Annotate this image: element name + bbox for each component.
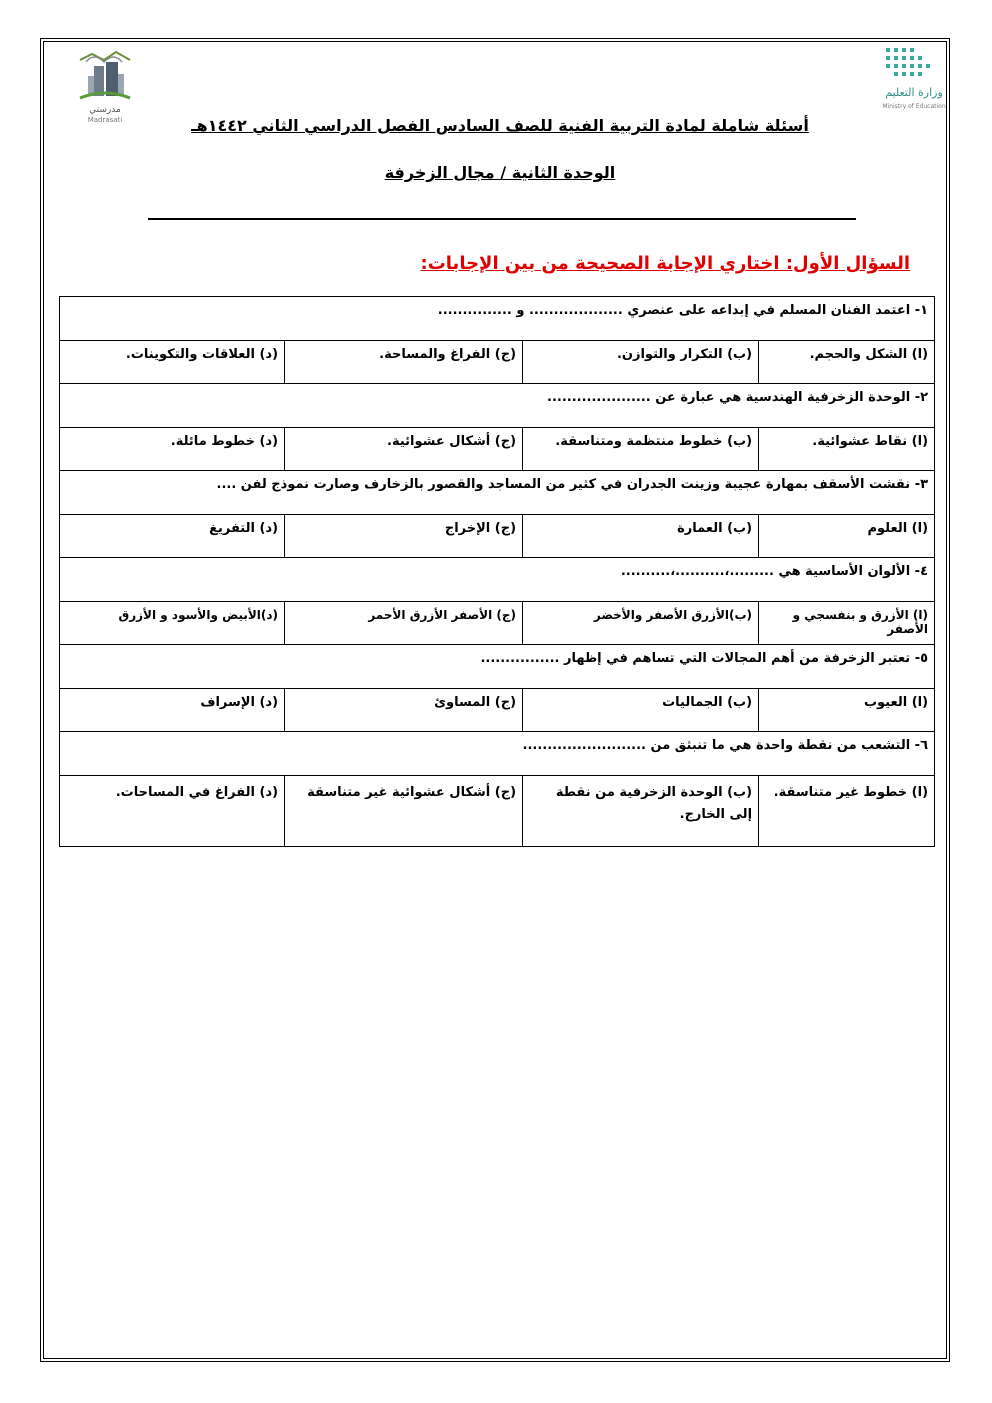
option-c[interactable]: (ج) أشكال عشوائية. xyxy=(285,428,523,471)
question-text: ١- اعتمد الفنان المسلم في إبداعه على عنصري ................... و ............... xyxy=(60,297,935,341)
option-b[interactable]: (ب)الأزرق الأصفر والأخضر xyxy=(523,602,759,645)
question-row xyxy=(60,384,935,428)
question-text: ٦- التشعب من نقطة واحدة هي ما تنبثق من ......................... xyxy=(60,732,935,776)
option-a[interactable]: (ا) العلوم xyxy=(759,515,935,558)
logo-right-sub: Ministry of Education xyxy=(882,103,946,110)
question-row xyxy=(60,645,935,689)
question-row xyxy=(60,297,935,341)
question-heading: السؤال الأول: اختاري الإجابة الصحيحة من بين الإجابات: xyxy=(420,253,910,274)
question-row xyxy=(60,471,935,515)
ministry-logo xyxy=(856,46,946,118)
options-row xyxy=(60,341,935,384)
option-d[interactable]: (د) العلاقات والتكوينات. xyxy=(60,341,285,384)
options-row xyxy=(60,602,935,645)
option-d[interactable]: (د) الفراغ في المساحات. xyxy=(60,776,285,847)
option-d[interactable]: (د) خطوط مائلة. xyxy=(60,428,285,471)
option-c[interactable]: (ج) الإخراج xyxy=(285,515,523,558)
question-row xyxy=(60,732,935,776)
options-row xyxy=(60,515,935,558)
option-a[interactable]: (ا) الأزرق و بنفسجي و الأصفر xyxy=(759,602,935,645)
option-d[interactable]: (د) الإسراف xyxy=(60,689,285,732)
option-c[interactable]: (ج) المساوئ xyxy=(285,689,523,732)
question-text: ٤- الألوان الأساسية هي .........،..........،.......... xyxy=(60,558,935,602)
option-c[interactable]: (ج) الأصفر الأزرق الأحمر xyxy=(285,602,523,645)
option-c[interactable]: (ج) الفراغ والمساحة. xyxy=(285,341,523,384)
option-d[interactable]: (د) التفريغ xyxy=(60,515,285,558)
question-text: ٥- تعتبر الزخرفة من أهم المجالات التي تساهم في إظهار ................ xyxy=(60,645,935,689)
option-b[interactable]: (ب) الوحدة الزخرفية من نقطة إلى الخارج. xyxy=(523,776,759,847)
question-text: ٣- نقشت الأسقف بمهارة عجيبة وزينت الجدران في كثير من المساجد والقصور بالزخارف وصارت نموذج لفن .... xyxy=(60,471,935,515)
questions-table xyxy=(59,296,935,847)
option-c[interactable]: (ج) أشكال عشوائية غير متناسقة xyxy=(285,776,523,847)
options-row xyxy=(60,428,935,471)
option-b[interactable]: (ب) التكرار والتوازن. xyxy=(523,341,759,384)
question-text: ٢- الوحدة الزخرفية الهندسية هي عبارة عن ..................... xyxy=(60,384,935,428)
page-title: أسئلة شاملة لمادة التربية الفنية للصف السادس الفصل الدراسي الثاني ١٤٤٢هـ xyxy=(191,116,809,135)
madrasati-logo xyxy=(72,48,138,124)
options-row xyxy=(60,689,935,732)
option-a[interactable]: (ا) العيوب xyxy=(759,689,935,732)
option-b[interactable]: (ب) الجماليات xyxy=(523,689,759,732)
options-row xyxy=(60,776,935,847)
option-a[interactable]: (ا) خطوط غير متناسقة. xyxy=(759,776,935,847)
option-b[interactable]: (ب) العمارة xyxy=(523,515,759,558)
question-row xyxy=(60,558,935,602)
option-a[interactable]: (ا) نقاط عشوائية. xyxy=(759,428,935,471)
logo-left-text: مدرستي xyxy=(89,105,121,115)
logo-left-sub: Madrasati xyxy=(87,116,123,124)
divider-line xyxy=(148,218,856,220)
option-a[interactable]: (ا) الشكل والحجم. xyxy=(759,341,935,384)
option-d[interactable]: (د)الأبيض والأسود و الأزرق xyxy=(60,602,285,645)
option-b[interactable]: (ب) خطوط منتظمة ومتناسقة. xyxy=(523,428,759,471)
logo-right-text: وزارة التعليم xyxy=(885,86,943,99)
unit-title: الوحدة الثانية / مجال الزخرفة xyxy=(384,163,616,182)
